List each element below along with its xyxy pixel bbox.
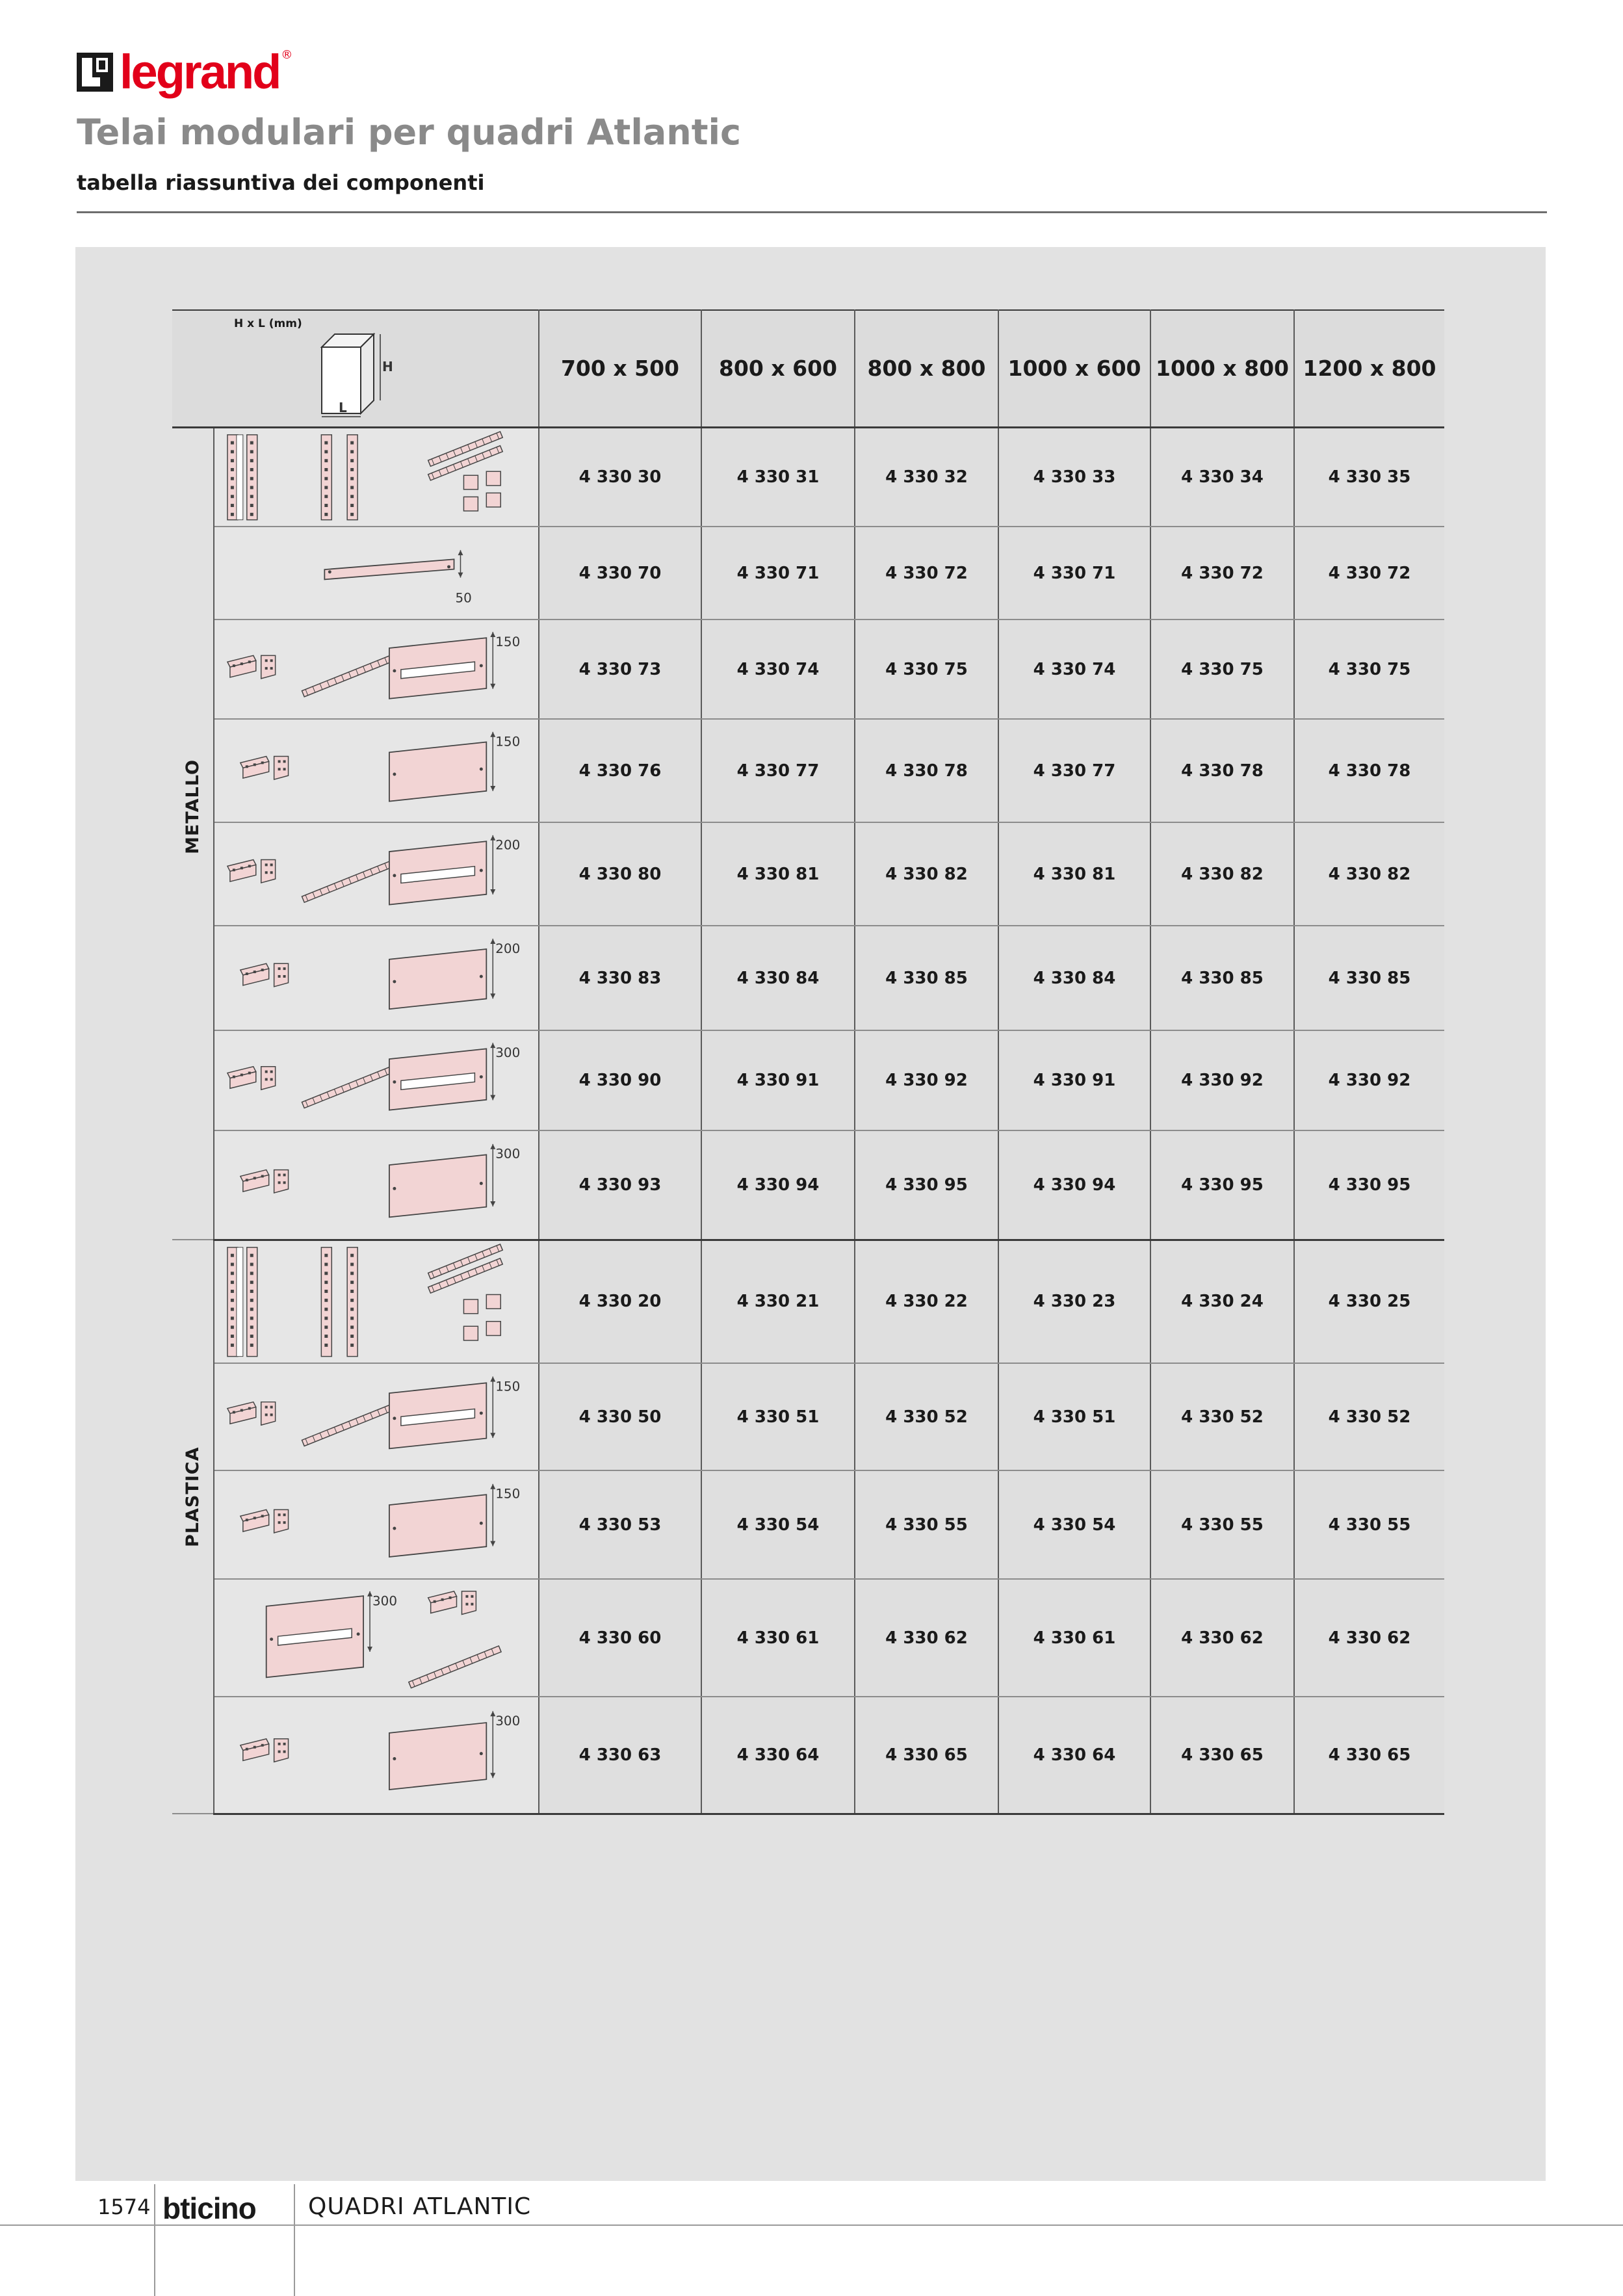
product-code: 4 330 21: [701, 1240, 855, 1363]
component-illustration-icon: [214, 1580, 538, 1696]
product-code: 4 330 55: [1294, 1470, 1444, 1579]
product-code: 4 330 60: [539, 1579, 701, 1697]
product-code: 4 330 62: [855, 1579, 998, 1697]
header-divider: [77, 211, 1547, 213]
component-illustration-icon: [214, 1031, 538, 1130]
logo-text: legrand: [120, 45, 280, 99]
product-code: 4 330 52: [855, 1363, 998, 1470]
product-code: 4 330 84: [998, 926, 1150, 1030]
product-code: 4 330 61: [701, 1579, 855, 1697]
product-code: 4 330 70: [539, 527, 701, 620]
component-image: [214, 926, 539, 1030]
dimension-label: 300: [372, 1593, 398, 1609]
product-code: 4 330 78: [1150, 719, 1294, 822]
col-header: 800 x 800: [855, 310, 998, 427]
product-code: 4 330 77: [701, 719, 855, 822]
product-code: 4 330 90: [539, 1030, 701, 1130]
product-code: 4 330 50: [539, 1363, 701, 1470]
product-code: 4 330 82: [1294, 822, 1444, 926]
page-number: 1574: [97, 2195, 151, 2219]
component-illustration-icon: [214, 527, 538, 619]
product-code: 4 330 82: [1150, 822, 1294, 926]
product-code: 4 330 75: [1150, 620, 1294, 719]
product-code: 4 330 91: [998, 1030, 1150, 1130]
dimension-label: 300: [495, 1045, 521, 1060]
product-code: 4 330 81: [701, 822, 855, 926]
footer-separator: [154, 2184, 155, 2296]
component-image: [214, 1579, 539, 1697]
product-code: 4 330 74: [701, 620, 855, 719]
product-code: 4 330 72: [1150, 527, 1294, 620]
component-image: [214, 527, 539, 620]
table-row: [172, 926, 1444, 1030]
product-code: 4 330 52: [1150, 1363, 1294, 1470]
product-code: 4 330 23: [998, 1240, 1150, 1363]
table-body: [172, 427, 1444, 1814]
col-header: 1000 x 800: [1150, 310, 1294, 427]
product-code: 4 330 62: [1150, 1579, 1294, 1697]
component-image: [214, 1030, 539, 1130]
component-illustration-icon: [214, 1131, 538, 1239]
component-image: [214, 1130, 539, 1240]
dimension-label: 200: [495, 837, 521, 853]
table-row: [172, 719, 1444, 822]
product-code: 4 330 95: [855, 1130, 998, 1240]
product-code: 4 330 55: [1150, 1470, 1294, 1579]
dimension-label: 300: [495, 1146, 521, 1162]
product-code: 4 330 20: [539, 1240, 701, 1363]
legrand-mark-icon: [77, 53, 113, 92]
product-code: 4 330 78: [1294, 719, 1444, 822]
col-header: 700 x 500: [539, 310, 701, 427]
component-image: [214, 1470, 539, 1579]
product-code: 4 330 64: [998, 1697, 1150, 1814]
component-image: [214, 822, 539, 926]
product-code: 4 330 34: [1150, 427, 1294, 527]
section-name: QUADRI ATLANTIC: [308, 2193, 532, 2220]
product-code: 4 330 52: [1294, 1363, 1444, 1470]
bticino-logo: bticino: [162, 2191, 256, 2225]
product-code: 4 330 80: [539, 822, 701, 926]
product-code: 4 330 94: [701, 1130, 855, 1240]
product-code: 4 330 24: [1150, 1240, 1294, 1363]
product-code: 4 330 53: [539, 1470, 701, 1579]
col-header: 1000 x 600: [998, 310, 1150, 427]
table-row: [172, 1579, 1444, 1697]
product-code: 4 330 71: [701, 527, 855, 620]
page-subtitle: tabella riassuntiva dei componenti: [77, 170, 485, 195]
component-illustration-icon: [214, 620, 538, 718]
table-row: [172, 822, 1444, 926]
logo-registered: ®: [281, 48, 293, 62]
product-code: 4 330 73: [539, 620, 701, 719]
component-illustration-icon: [214, 1241, 538, 1363]
component-image: [214, 1697, 539, 1814]
product-code: 4 330 77: [998, 719, 1150, 822]
product-code: 4 330 64: [701, 1697, 855, 1814]
product-code: 4 330 85: [1150, 926, 1294, 1030]
product-code: 4 330 55: [855, 1470, 998, 1579]
product-code: 4 330 62: [1294, 1579, 1444, 1697]
product-code: 4 330 32: [855, 427, 998, 527]
component-illustration-icon: [214, 926, 538, 1030]
product-code: 4 330 51: [998, 1363, 1150, 1470]
component-image: [214, 1240, 539, 1363]
l-dim-label: L: [339, 400, 347, 415]
table-row: [172, 1363, 1444, 1470]
component-illustration-icon: [214, 720, 538, 822]
product-code: 4 330 92: [855, 1030, 998, 1130]
product-code: 4 330 25: [1294, 1240, 1444, 1363]
group-label: PLASTICA: [183, 1446, 203, 1547]
product-code: 4 330 30: [539, 427, 701, 527]
group-label-cell: [172, 1240, 214, 1814]
product-code: 4 330 91: [701, 1030, 855, 1130]
table-row: [172, 427, 1444, 527]
product-code: 4 330 93: [539, 1130, 701, 1240]
product-code: 4 330 92: [1294, 1030, 1444, 1130]
product-code: 4 330 92: [1150, 1030, 1294, 1130]
product-code: 4 330 95: [1150, 1130, 1294, 1240]
product-code: 4 330 84: [701, 926, 855, 1030]
product-code: 4 330 51: [701, 1363, 855, 1470]
component-illustration-icon: [214, 428, 538, 527]
component-image: [214, 427, 539, 527]
product-code: 4 330 81: [998, 822, 1150, 926]
table-row: [172, 1240, 1444, 1363]
table-row: [172, 1697, 1444, 1814]
product-code: 4 330 33: [998, 427, 1150, 527]
dimension-label: 200: [495, 941, 521, 956]
product-code: 4 330 61: [998, 1579, 1150, 1697]
product-code: 4 330 75: [855, 620, 998, 719]
dimension-label: 300: [495, 1714, 521, 1729]
hxl-label: H x L (mm): [234, 317, 302, 330]
footer-separator: [294, 2184, 295, 2296]
dimension-label: 150: [495, 634, 521, 649]
component-illustration-icon: [214, 1364, 538, 1470]
dimension-label: 150: [495, 734, 521, 750]
product-code: 4 330 75: [1294, 620, 1444, 719]
product-code: 4 330 76: [539, 719, 701, 822]
product-code: 4 330 65: [855, 1697, 998, 1814]
component-image: [214, 620, 539, 719]
component-illustration-icon: [214, 1697, 538, 1813]
table-row: [172, 1030, 1444, 1130]
col-header: 800 x 600: [701, 310, 855, 427]
product-code: 4 330 31: [701, 427, 855, 527]
h-dim-label: H: [382, 359, 393, 374]
product-code: 4 330 35: [1294, 427, 1444, 527]
product-code: 4 330 71: [998, 527, 1150, 620]
table-row: [172, 527, 1444, 620]
product-code: 4 330 22: [855, 1240, 998, 1363]
product-code: 4 330 85: [855, 926, 998, 1030]
dimension-label: 150: [495, 1379, 521, 1394]
group-label: METALLO: [183, 759, 203, 854]
legrand-logo: [77, 43, 292, 101]
components-table: [172, 309, 1444, 1815]
table-row: [172, 1470, 1444, 1579]
hxl-header-cell: [172, 310, 539, 427]
product-code: 4 330 54: [701, 1470, 855, 1579]
enclosure-icon: [315, 322, 393, 420]
component-illustration-icon: [214, 823, 538, 925]
product-code: 4 330 54: [998, 1470, 1150, 1579]
product-code: 4 330 74: [998, 620, 1150, 719]
dimension-label: 150: [495, 1486, 521, 1502]
header-row: [172, 310, 1444, 427]
product-code: 4 330 63: [539, 1697, 701, 1814]
table-row: [172, 1130, 1444, 1240]
product-code: 4 330 65: [1294, 1697, 1444, 1814]
group-label-cell: [172, 427, 214, 1240]
product-code: 4 330 72: [855, 527, 998, 620]
table-row: [172, 620, 1444, 719]
dimension-label: 50: [455, 590, 472, 606]
product-code: 4 330 85: [1294, 926, 1444, 1030]
col-header: 1200 x 800: [1294, 310, 1444, 427]
component-illustration-icon: [214, 1471, 538, 1578]
product-code: 4 330 82: [855, 822, 998, 926]
product-code: 4 330 94: [998, 1130, 1150, 1240]
product-code: 4 330 83: [539, 926, 701, 1030]
product-code: 4 330 78: [855, 719, 998, 822]
product-code: 4 330 65: [1150, 1697, 1294, 1814]
product-code: 4 330 72: [1294, 527, 1444, 620]
component-image: [214, 719, 539, 822]
component-image: [214, 1363, 539, 1470]
product-code: 4 330 95: [1294, 1130, 1444, 1240]
page-title: Telai modulari per quadri Atlantic: [77, 112, 742, 153]
